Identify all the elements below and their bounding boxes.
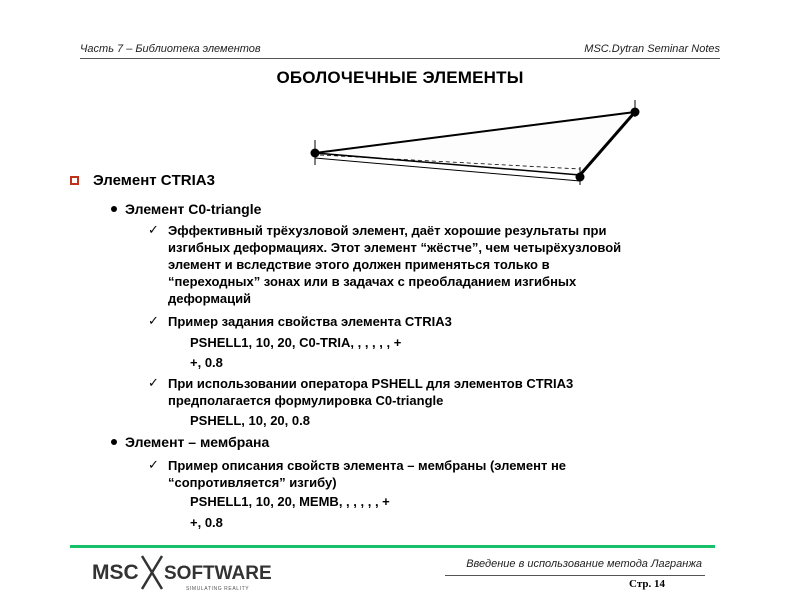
dot-bullet-icon bbox=[111, 439, 117, 445]
logo-brand-right: SOFTWARE bbox=[164, 563, 272, 584]
square-bullet-icon bbox=[70, 176, 79, 185]
code-line: +, 0.8 bbox=[190, 355, 223, 370]
subsection-c0-triangle bbox=[111, 201, 261, 217]
c0-example-label: Пример задания свойства элемента CTRIA3 bbox=[168, 314, 452, 329]
membrane-description: Пример описания свойств элемента – мембраны (элемент не “сопротивляется” изгибу) bbox=[168, 458, 567, 490]
triangle-element-figure bbox=[295, 95, 645, 190]
list-item bbox=[148, 457, 728, 491]
subsection-c0-title: Элемент C0-triangle bbox=[125, 201, 262, 217]
node-3 bbox=[576, 173, 585, 182]
page-title: ОБОЛОЧЕЧНЫЕ ЭЛЕМЕНТЫ bbox=[276, 68, 524, 87]
code-line: PSHELL, 10, 20, 0.8 bbox=[190, 413, 310, 428]
node-2 bbox=[631, 108, 640, 117]
check-icon: ✓ bbox=[148, 457, 159, 472]
list-item bbox=[148, 375, 728, 409]
msc-software-logo bbox=[90, 553, 285, 595]
logo-tagline: SIMULATING REALITY bbox=[186, 586, 250, 592]
code-line: PSHELL1, 10, 20, C0-TRIA, , , , , , + bbox=[190, 335, 402, 350]
header-left-text: Часть 7 – Библиотека элементов bbox=[80, 43, 261, 55]
c0-description: Эффективный трёхузловой элемент, даёт хорошие результаты при изгибных деформациях. Этот элемент “жёстче”, чем четырёхузловой элемент и вследствие этого должен применяться только в “переходных” зонах или в задачах с преобладанием изгибных деформаций bbox=[168, 223, 622, 306]
header-right-text: MSC.Dytran Seminar Notes bbox=[584, 43, 720, 55]
footer-underline bbox=[445, 575, 705, 576]
code-line: PSHELL1, 10, 20, MEMB, , , , , , + bbox=[190, 494, 390, 509]
subsection-membrane bbox=[111, 434, 269, 450]
header-divider bbox=[80, 58, 720, 59]
subsection-membrane-title: Элемент – мембрана bbox=[125, 434, 270, 450]
check-icon: ✓ bbox=[148, 375, 159, 390]
section-ctria3 bbox=[70, 172, 215, 189]
list-item bbox=[148, 222, 728, 307]
page-number: Стр. 14 bbox=[629, 578, 665, 590]
list-item bbox=[148, 313, 728, 330]
logo-brand-left: MSC bbox=[92, 561, 139, 584]
footer-divider bbox=[70, 545, 715, 548]
footer-course-title: Введение в использование метода Лагранжа bbox=[466, 558, 702, 570]
dot-bullet-icon bbox=[111, 206, 117, 212]
node-1 bbox=[311, 149, 320, 158]
code-line: +, 0.8 bbox=[190, 515, 223, 530]
check-icon: ✓ bbox=[148, 313, 159, 328]
check-icon: ✓ bbox=[148, 222, 159, 237]
pshell-note: При использовании оператора PSHELL для элементов CTRIA3 предполагается формулировка C0-triangle bbox=[168, 376, 574, 408]
section-ctria3-title: Элемент CTRIA3 bbox=[93, 172, 215, 189]
